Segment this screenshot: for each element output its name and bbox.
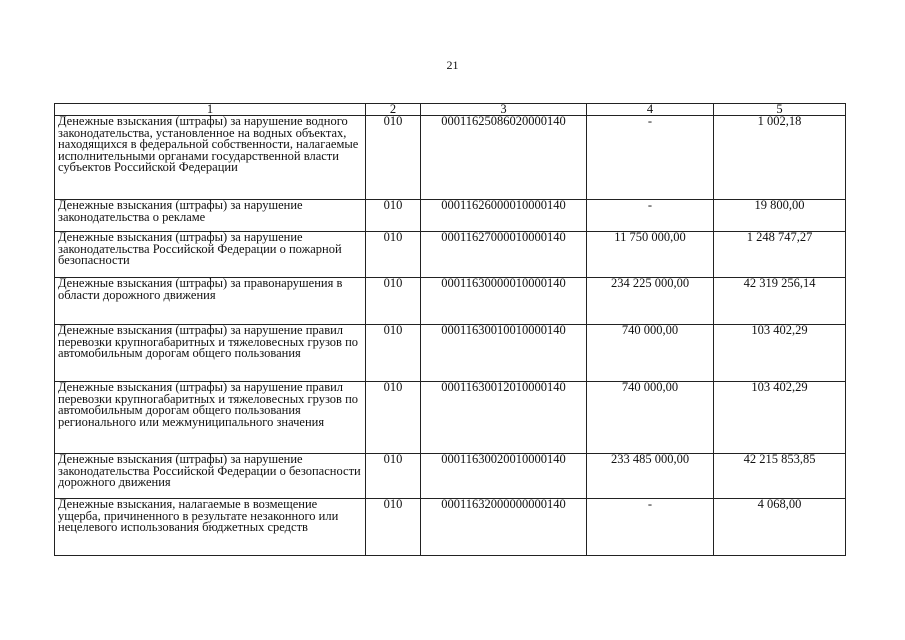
line-code-cell: 010 — [366, 325, 421, 382]
income-name-cell: Денежные взыскания, налагаемые в возмещение ущерба, причиненного в результате незаконного или нецелевого использования бюджетных средств — [55, 499, 366, 556]
kbk-code-cell: 00011630010010000140 — [421, 325, 587, 382]
actual-amount-cell: 42 215 853,85 — [714, 454, 846, 499]
line-code-cell: 010 — [366, 232, 421, 278]
plan-amount-cell: - — [587, 200, 714, 232]
table-row — [55, 278, 846, 325]
actual-amount-cell: 4 068,00 — [714, 499, 846, 556]
column-header-2: 2 — [366, 104, 421, 116]
column-header-5: 5 — [714, 104, 846, 116]
table-row — [55, 200, 846, 232]
column-header-3: 3 — [421, 104, 587, 116]
line-code-cell: 010 — [366, 200, 421, 232]
table-row — [55, 454, 846, 499]
income-name-cell: Денежные взыскания (штрафы) за нарушение законодательства Российской Федерации о безопасности дорожного движения — [55, 454, 366, 499]
page-number: 21 — [446, 58, 459, 72]
line-code-cell: 010 — [366, 454, 421, 499]
table-row — [55, 382, 846, 454]
kbk-code-cell: 00011625086020000140 — [421, 116, 587, 200]
income-name-cell: Денежные взыскания (штрафы) за нарушение законодательства о рекламе — [55, 200, 366, 232]
kbk-code-cell: 00011626000010000140 — [421, 200, 587, 232]
income-name-cell: Денежные взыскания (штрафы) за правонарушения в области дорожного движения — [55, 278, 366, 325]
table-row — [55, 232, 846, 278]
kbk-code-cell: 00011630000010000140 — [421, 278, 587, 325]
actual-amount-cell: 103 402,29 — [714, 382, 846, 454]
income-name-cell: Денежные взыскания (штрафы) за нарушение водного законодательства, установленное на водных объектах, находящихся в федеральной собственности, налагаемые исполнительными органами государственной власти субъектов Российской Федерации — [55, 116, 366, 200]
plan-amount-cell: - — [587, 116, 714, 200]
kbk-code-cell: 00011632000000000140 — [421, 499, 587, 556]
column-header-1: 1 — [55, 104, 366, 116]
line-code-cell: 010 — [366, 278, 421, 325]
line-code-cell: 010 — [366, 116, 421, 200]
income-name-cell: Денежные взыскания (штрафы) за нарушение правил перевозки крупногабаритных и тяжеловесных грузов по автомобильным дорогам общего пользования регионального или межмуниципального значения — [55, 382, 366, 454]
kbk-code-cell: 00011627000010000140 — [421, 232, 587, 278]
income-name-cell: Денежные взыскания (штрафы) за нарушение правил перевозки крупногабаритных и тяжеловесных грузов по автомобильным дорогам общего пользования — [55, 325, 366, 382]
actual-amount-cell: 1 002,18 — [714, 116, 846, 200]
kbk-code-cell: 00011630012010000140 — [421, 382, 587, 454]
actual-amount-cell: 1 248 747,27 — [714, 232, 846, 278]
actual-amount-cell: 42 319 256,14 — [714, 278, 846, 325]
income-name-cell: Денежные взыскания (штрафы) за нарушение законодательства Российской Федерации о пожарной безопасности — [55, 232, 366, 278]
table-row — [55, 325, 846, 382]
table-row — [55, 116, 846, 200]
table-row — [55, 499, 846, 556]
plan-amount-cell: 11 750 000,00 — [587, 232, 714, 278]
line-code-cell: 010 — [366, 382, 421, 454]
line-code-cell: 010 — [366, 499, 421, 556]
plan-amount-cell: 740 000,00 — [587, 325, 714, 382]
actual-amount-cell: 103 402,29 — [714, 325, 846, 382]
kbk-code-cell: 00011630020010000140 — [421, 454, 587, 499]
revenue-table — [54, 103, 846, 556]
plan-amount-cell: - — [587, 499, 714, 556]
plan-amount-cell: 740 000,00 — [587, 382, 714, 454]
column-header-4: 4 — [587, 104, 714, 116]
plan-amount-cell: 233 485 000,00 — [587, 454, 714, 499]
plan-amount-cell: 234 225 000,00 — [587, 278, 714, 325]
actual-amount-cell: 19 800,00 — [714, 200, 846, 232]
